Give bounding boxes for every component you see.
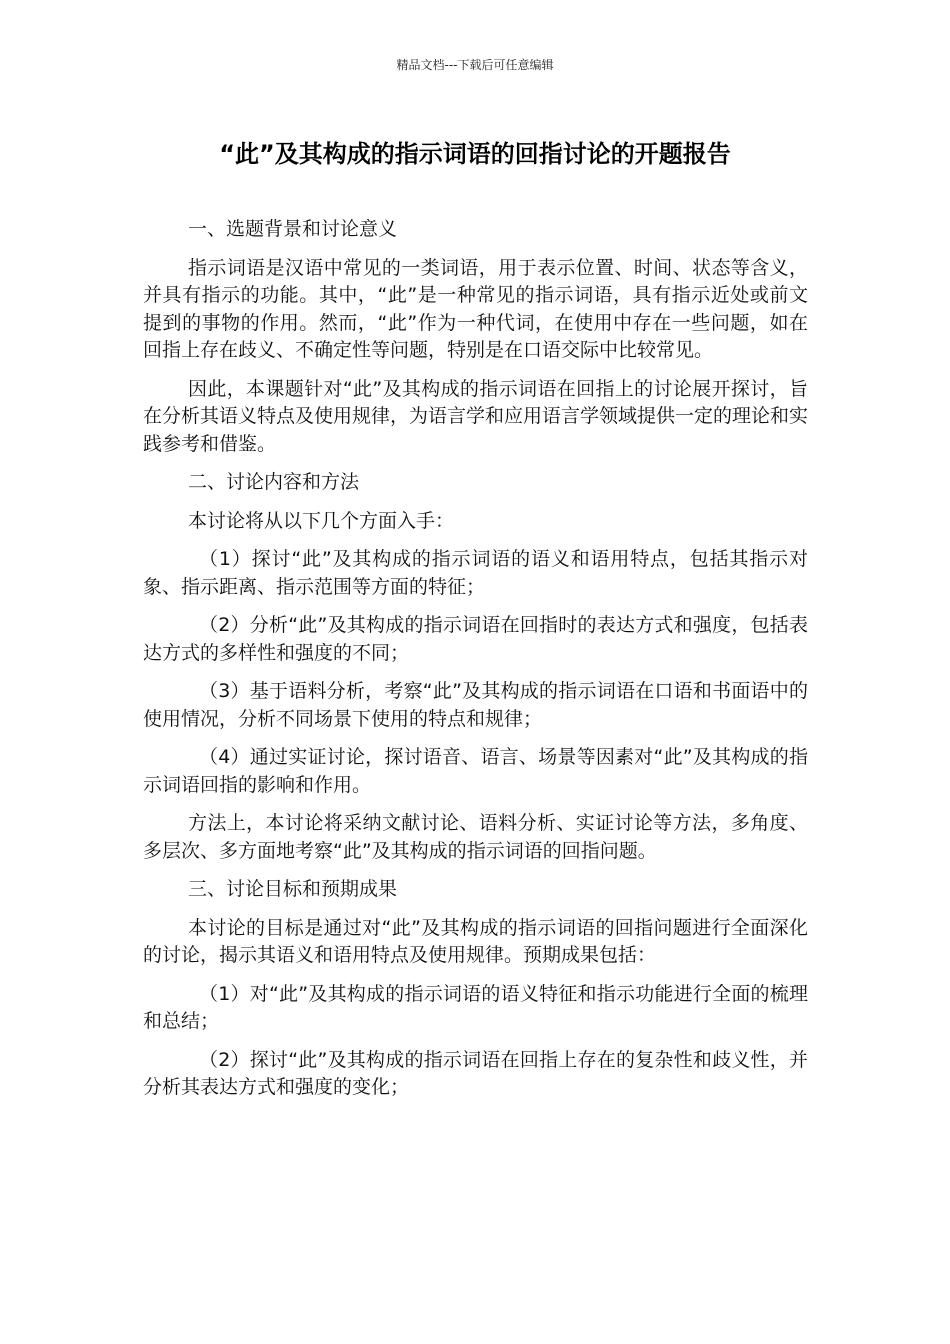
section-heading-background: 一、选题背景和讨论意义 (188, 218, 398, 240)
section-heading-goals: 三、讨论目标和预期成果 (188, 878, 398, 900)
paragraph-method: 方法上，本讨论将采纳文献讨论、语料分析、实证讨论等方法，多角度、多层次、多方面地考察“此”及其构成的指示词语的回指问题。 (143, 812, 808, 862)
page-header: 精品文档---下载后可任意编辑 (396, 58, 554, 72)
list-item: （1）对“此”及其构成的指示词语的语义特征和指示功能进行全面的梳理和总结； (143, 982, 808, 1032)
paragraph-purpose: 因此，本课题针对“此”及其构成的指示词语在回指上的讨论展开探讨，旨在分析其语义特点及使用规律，为语言学和应用语言学领域提供一定的理论和实践参考和借鉴。 (143, 377, 809, 455)
paragraph-background: 指示词语是汉语中常见的一类词语，用于表示位置、时间、状态等含义，并具有指示的功能。其中，“此”是一种常见的指示词语，具有指示近处或前文提到的事物的作用。然而，“此”作为一种代词，在使用中存在一些问题，如在回指上存在歧义、不确定性等问题，特别是在口语交际中比较常见。 (143, 256, 808, 361)
paragraph-goals-intro: 本讨论的目标是通过对“此”及其构成的指示词语的回指问题进行全面深化的讨论，揭示其语义和语用特点及使用规律。预期成果包括： (143, 916, 808, 966)
list-item: （4）通过实证讨论，探讨语音、语言、场景等因素对“此”及其构成的指示词语回指的影响和作用。 (143, 746, 808, 796)
document-body (143, 216, 808, 1113)
paragraph-content-intro: 本讨论将从以下几个方面入手： (188, 509, 455, 532)
list-item: （2）分析“此”及其构成的指示词语在回指时的表达方式和强度，包括表达方式的多样性和强度的不同； (143, 614, 808, 664)
section-heading-content-method: 二、讨论内容和方法 (188, 471, 360, 493)
list-item: （3）基于语料分析，考察“此”及其构成的指示词语在口语和书面语中的使用情况，分析不同场景下使用的特点和规律； (143, 680, 808, 730)
list-item: （1）探讨“此”及其构成的指示词语的语义和语用特点，包括其指示对象、指示距离、指示范围等方面的特征； (143, 548, 808, 598)
list-item: （2）探讨“此”及其构成的指示词语在回指上存在的复杂性和歧义性，并分析其表达方式和强度的变化； (143, 1048, 808, 1098)
document-title: “此”及其构成的指示词语的回指讨论的开题报告 (219, 140, 731, 168)
